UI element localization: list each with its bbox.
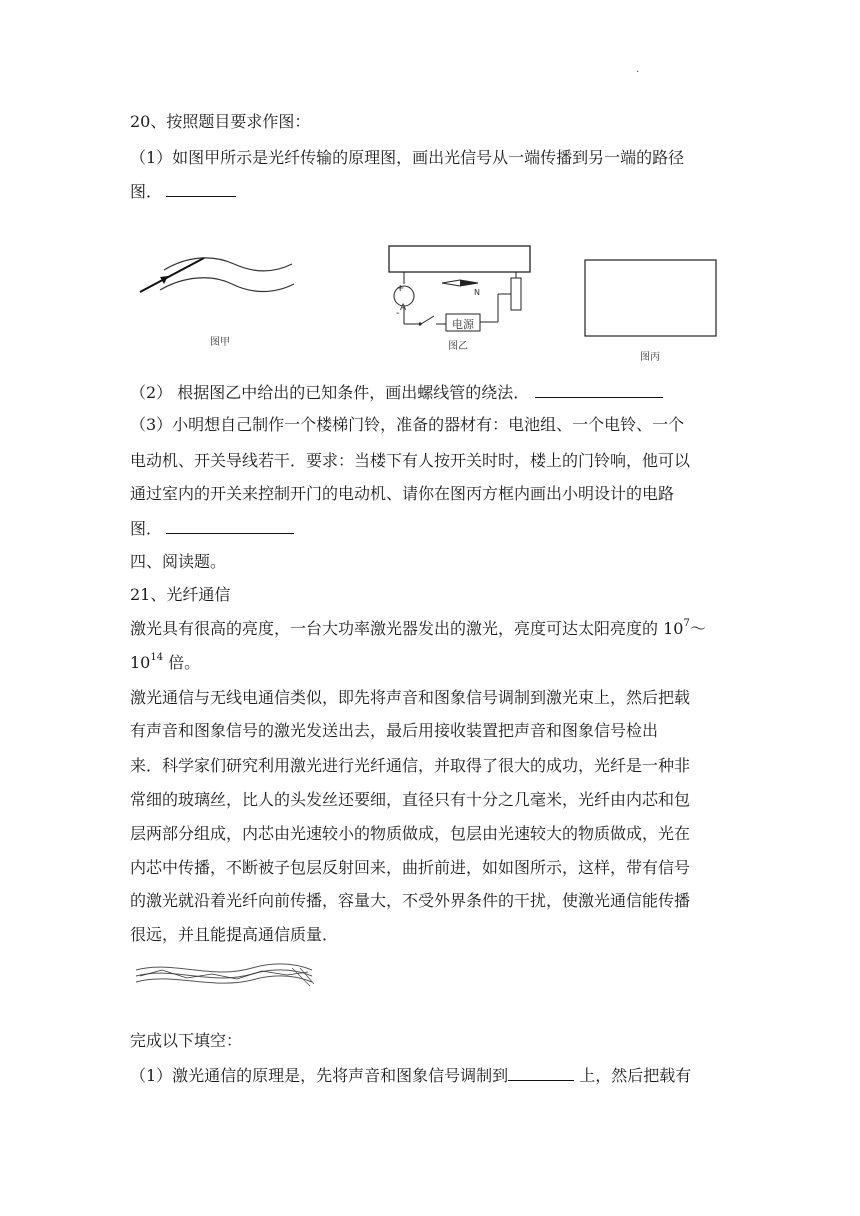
passage-line-6: 常细的玻璃丝，比人的头发丝还要细，直径只有十分之几毫米，光纤由内芯和包	[130, 790, 691, 809]
figure-yi-caption: 图乙	[448, 341, 468, 352]
figure-jia-caption: 图甲	[210, 337, 230, 348]
fill-in-question-1: （1）激光通信的原理是，先将声音和图象信号调制到 上，然后把载有	[130, 1066, 692, 1085]
passage-line-8: 内芯中传播，不断被子包层反射回来，曲折前进，如如图所示，这样，带有信号	[130, 858, 691, 877]
q20-part3-text-2: 电动机、开关导线若干．要求：当楼下有人按开关时时，楼上的门铃响，他可以	[130, 451, 691, 470]
figure-jia	[134, 250, 300, 310]
passage-line-9: 的激光就沿着光纤向前传播，容量大，不受外界条件的干扰，使激光通信能传播	[130, 891, 691, 910]
question-20-title: 20、按照题目要求作图：	[130, 112, 311, 131]
power-source-label: 电源	[452, 318, 474, 331]
q20-part3-text-3: 通过室内的开关来控制开门的电动机、请你在图丙方框内画出小明设计的电路	[130, 484, 675, 503]
figure-bing-caption: 图丙	[640, 352, 660, 363]
optical-fiber-illustration	[132, 958, 316, 990]
passage-line-10: 很远，并且能提高通信质量．	[130, 925, 339, 944]
question-21-title: 21、光纤通信	[130, 585, 231, 604]
minus-sign: -	[396, 308, 400, 319]
q20-part3-text-4: 图．	[130, 517, 294, 539]
answer-blank-4[interactable]	[508, 1064, 574, 1081]
passage-line-5: 来．科学家们研究利用激光进行光纤通信，并取得了很大的成功，光纤是一种非	[130, 756, 691, 775]
q20-part2-text: （2） 根据图乙中给出的已知条件，画出螺线管的绕法．	[130, 381, 663, 403]
q20-part1-text-cont: 图．	[130, 180, 236, 202]
page-dot: .	[636, 64, 640, 75]
q20-part3-text: （3）小明想自己制作一个楼梯门铃，准备的器材有：电池组、一个电铃、一个	[130, 415, 685, 434]
answer-blank-1[interactable]	[166, 180, 236, 197]
passage-line-7: 层两部分组成，内芯由光速较小的物质做成，包层由光速较大的物质做成，光在	[130, 824, 691, 843]
plus-sign: +	[396, 283, 405, 294]
section-heading-reading: 四、阅读题。	[130, 552, 227, 571]
ammeter-label: A	[400, 303, 407, 313]
passage-line-4: 有声音和图象信号的激光发送出去，最后用接收装置把声音和图象信号检出	[130, 721, 659, 740]
passage-line-3: 激光通信与无线电通信类似，即先将声音和图象信号调制到激光束上，然后把载	[130, 688, 691, 707]
q20-part1-text: （1）如图甲所示是光纤传输的原理图，画出光信号从一端传播到另一端的路径	[130, 148, 685, 167]
needle-label: N	[474, 288, 480, 297]
answer-blank-3[interactable]	[166, 517, 294, 534]
passage-line-2: $10^{14}$ 倍。	[130, 651, 201, 672]
fill-in-instruction: 完成以下填空：	[130, 1031, 243, 1050]
passage-line-1: 激光具有很高的亮度，一台大功率激光器发出的激光，亮度可达太阳亮度的 $10^7\sim$	[130, 617, 706, 638]
answer-blank-2[interactable]	[535, 381, 663, 398]
figure-bing	[584, 259, 719, 339]
